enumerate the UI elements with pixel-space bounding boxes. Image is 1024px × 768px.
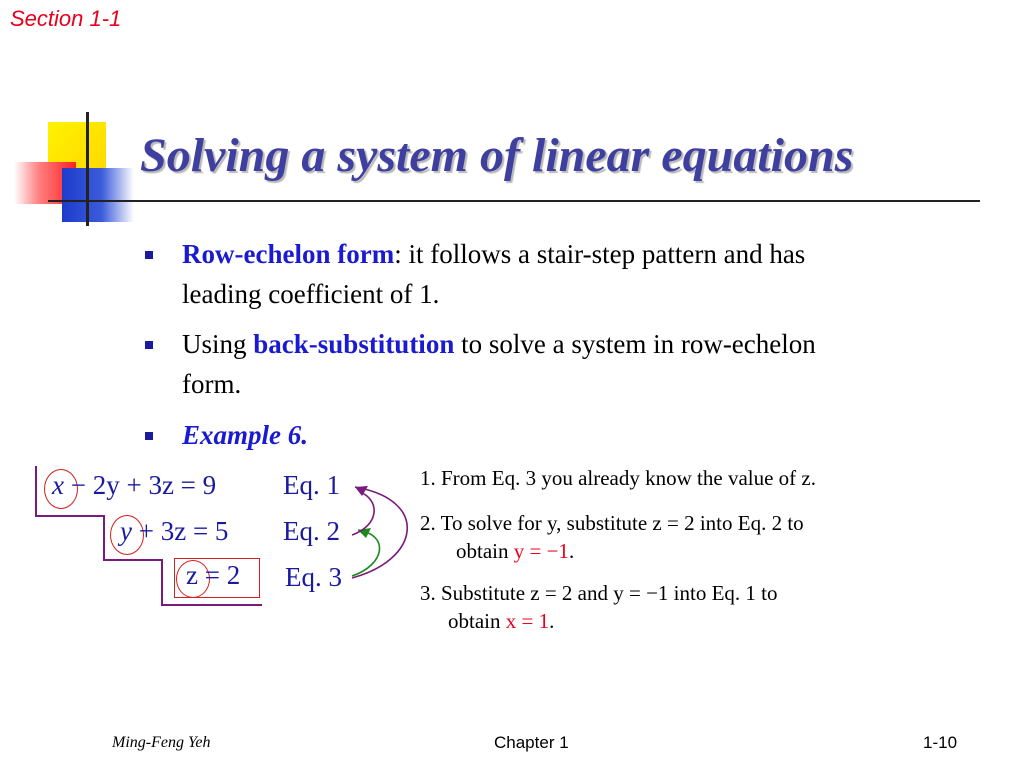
term-back-substitution: back-substitution — [253, 329, 455, 359]
var-x: x — [52, 470, 64, 500]
step-text: 3. Substitute z = 2 and y = −1 into Eq. 1 to — [420, 581, 778, 605]
example-label: Example 6. — [182, 420, 308, 450]
arrow-eq3-to-eq1 — [352, 487, 407, 578]
arrow-eq2-to-eq1 — [352, 492, 374, 535]
step-2 — [420, 509, 804, 565]
var-y: y — [120, 516, 132, 546]
eq-label-1: Eq. 1 — [283, 470, 340, 500]
slide-title: Solving a system of linear equations — [140, 129, 854, 182]
equation-2 — [120, 516, 228, 547]
footer-chapter: Chapter 1 — [494, 733, 569, 752]
footer-author: Ming-Feng Yeh — [112, 734, 211, 751]
footer-page-number: 1-10 — [923, 733, 958, 752]
step-text: obtain — [456, 539, 514, 563]
equation-1 — [52, 470, 216, 501]
step-text: . — [549, 609, 555, 633]
step-text: obtain — [448, 609, 506, 633]
result-x: x = 1 — [505, 609, 550, 633]
step-text: 2. To solve for y, substitute z = 2 into Eq. 2 to — [420, 511, 804, 535]
bullet-text: Using — [182, 329, 254, 359]
eq-label-3: Eq. 3 — [285, 562, 342, 592]
result-y: y = −1 — [513, 539, 569, 563]
term-row-echelon: Row-echelon form — [182, 239, 395, 269]
step-3 — [420, 579, 778, 635]
equation-text: + 3z = 5 — [138, 516, 229, 546]
equation-3: z = 2 — [186, 560, 241, 590]
bullet-text: to solve a system in row-echelon — [454, 329, 816, 359]
step-1: 1. From Eq. 3 you already know the value of z. — [420, 466, 816, 490]
section-label: Section 1-1 — [10, 6, 122, 31]
eq-label-2: Eq. 2 — [283, 516, 340, 546]
equation-text: − 2y + 3z = 9 — [70, 470, 217, 500]
step-text: . — [568, 539, 575, 563]
bullet-text: form. — [182, 369, 242, 399]
bullet-text: leading coefficient of 1. — [182, 279, 440, 309]
bullet-text: : it follows a stair-step pattern and has — [394, 239, 806, 269]
